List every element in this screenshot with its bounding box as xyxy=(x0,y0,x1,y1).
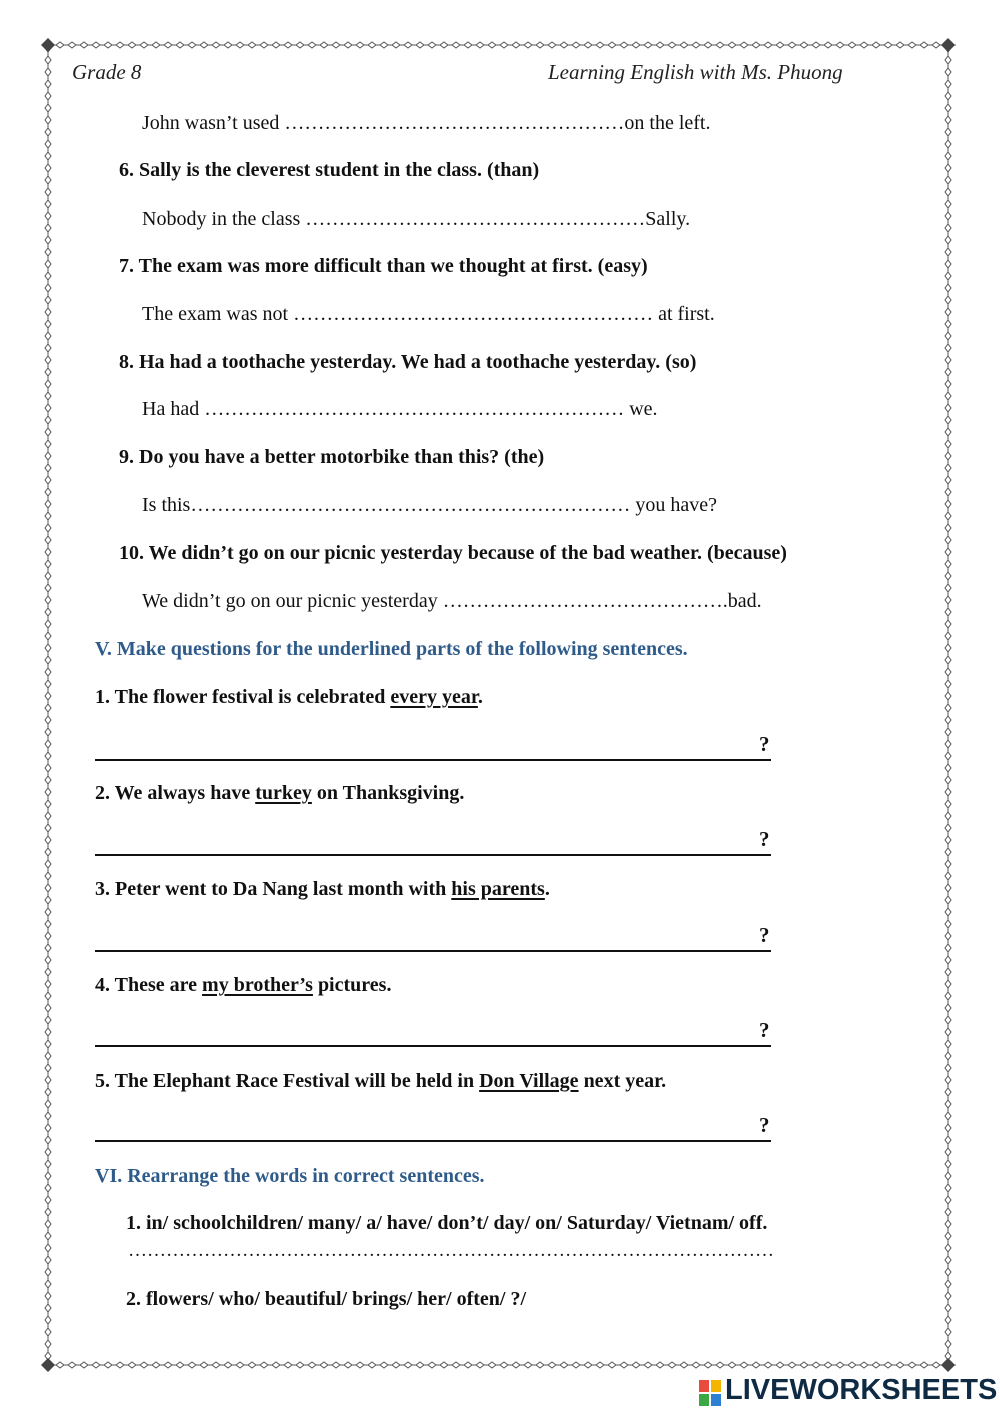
answer-line-8[interactable]: Ha had ……………………………………………………… we. xyxy=(142,398,658,420)
question-v-4: 4. These are my brother’s pictures. xyxy=(95,974,392,996)
underlined-part: his parents xyxy=(451,878,545,900)
question-vi-1: 1. in/ schoolchildren/ many/ a/ have/ don’t/ day/ on/ Saturday/ Vietnam/ off. xyxy=(126,1212,768,1234)
page-border-bottom xyxy=(44,1361,956,1369)
question-v-3: 3. Peter went to Da Nang last month with his parents. xyxy=(95,878,550,900)
underlined-part: turkey xyxy=(255,782,312,804)
section-v-title: V. Make questions for the underlined parts of the following sentences. xyxy=(95,638,688,660)
question-6: 6. Sally is the cleverest student in the class. (than) xyxy=(119,159,540,181)
liveworksheets-logo-icon xyxy=(699,1378,723,1408)
question-v-5: 5. The Elephant Race Festival will be held in Don Village next year. xyxy=(95,1070,667,1092)
page-border-top xyxy=(44,41,956,49)
question-mark: ? xyxy=(759,1018,770,1042)
answer-blank-v-1[interactable] xyxy=(95,737,771,761)
answer-line-10[interactable]: We didn’t go on our picnic yesterday …………………………………….bad. xyxy=(142,590,762,612)
liveworksheets-watermark: LIVEWORKSHEETS xyxy=(725,1374,998,1406)
answer-blank-v-5[interactable] xyxy=(95,1118,771,1142)
question-10: 10. We didn’t go on our picnic yesterday because of the bad weather. (because) xyxy=(119,542,787,564)
question-v-2: 2. We always have turkey on Thanksgiving. xyxy=(95,782,465,804)
page-border-left xyxy=(44,44,52,1366)
answer-line-vi-1[interactable]: ………………………………………………………………………………………… xyxy=(128,1240,774,1261)
question-9: 9. Do you have a better motorbike than this? (the) xyxy=(119,446,545,468)
question-8: 8. Ha had a toothache yesterday. We had a toothache yesterday. (so) xyxy=(119,351,697,373)
answer-line-9[interactable]: Is this………………………………………………………… you have? xyxy=(142,494,717,516)
corner-ornament-icon xyxy=(40,1357,56,1373)
question-vi-2: 2. flowers/ who/ beautiful/ brings/ her/ often/ ?/ xyxy=(126,1288,526,1310)
underlined-part: my brother’s xyxy=(202,974,313,996)
section-vi-title: VI. Rearrange the words in correct sentences. xyxy=(95,1165,485,1187)
answer-line-5[interactable]: John wasn’t used ……………………………………………on the left. xyxy=(142,112,711,134)
question-mark: ? xyxy=(759,1113,770,1137)
question-7: 7. The exam was more difficult than we thought at first. (easy) xyxy=(119,255,648,277)
answer-blank-v-4[interactable] xyxy=(95,1023,771,1047)
header-grade: Grade 8 xyxy=(72,60,142,84)
corner-ornament-icon xyxy=(940,1357,956,1373)
answer-blank-v-2[interactable] xyxy=(95,832,771,856)
question-v-1: 1. The flower festival is celebrated every year. xyxy=(95,686,483,708)
underlined-part: every year xyxy=(390,686,478,708)
question-mark: ? xyxy=(759,827,770,851)
underlined-part: Don Village xyxy=(479,1070,579,1092)
question-mark: ? xyxy=(759,923,770,947)
answer-line-6[interactable]: Nobody in the class ……………………………………………Sally. xyxy=(142,208,691,230)
corner-ornament-icon xyxy=(940,37,956,53)
question-mark: ? xyxy=(759,732,770,756)
corner-ornament-icon xyxy=(40,37,56,53)
answer-blank-v-3[interactable] xyxy=(95,928,771,952)
answer-line-7[interactable]: The exam was not ……………………………………………… at first. xyxy=(142,303,715,325)
header-teacher: Learning English with Ms. Phuong xyxy=(548,60,843,84)
page-border-right xyxy=(944,44,952,1366)
